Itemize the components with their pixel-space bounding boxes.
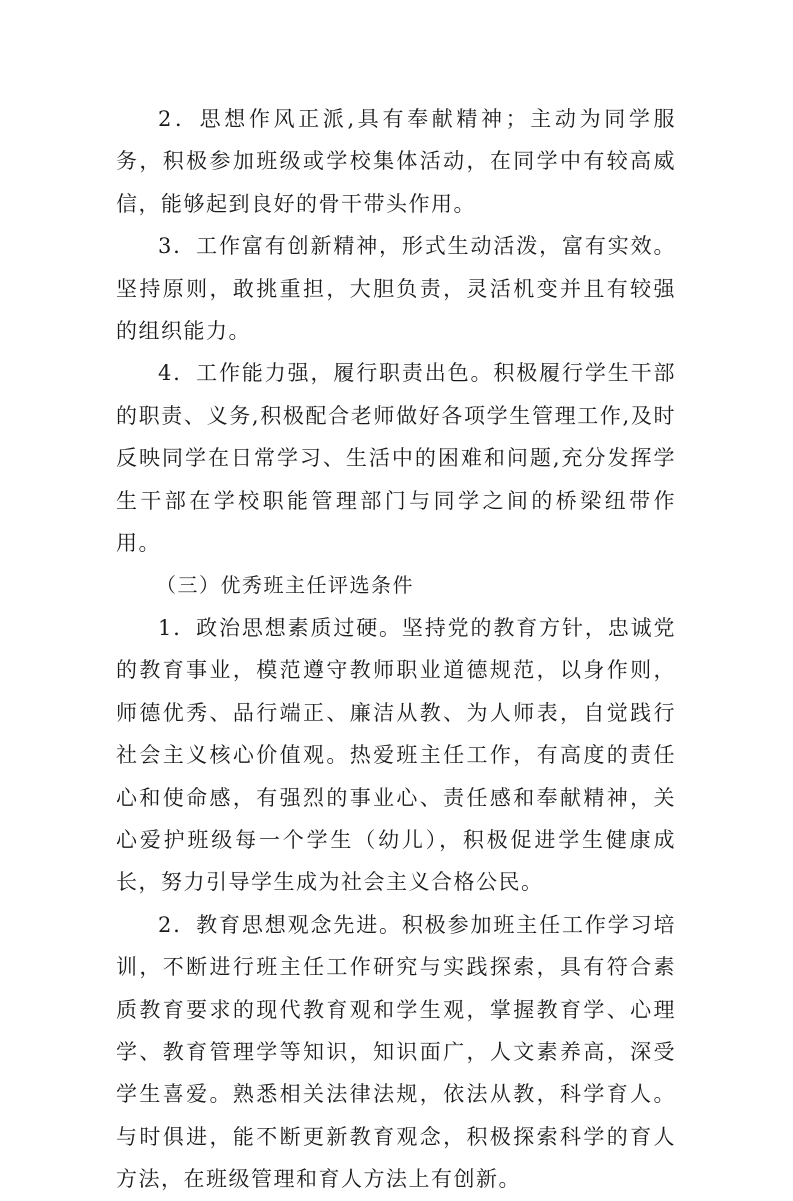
paragraph-student-cadre-2: 2．思想作风正派,具有奉献精神；主动为同学服务，积极参加班级或学校集体活动，在同学中有较高威信，能够起到良好的骨干带头作用。 [116, 107, 676, 216]
paragraph-teacher-1: 1．政治思想素质过硬。坚持党的教育方针，忠诚党的教育事业，模范遵守教师职业道德规范，以身作则，师德优秀、品行端正、廉洁从教、为人师表，自觉践行社会主义核心价值观。热爱班主任工作，有高度的责任心和使命感，有强烈的事业心、责任感和奉献精神，关心爱护班级每一个学生（幼儿），积极促进学生健康成长，努力引导学生成为社会主义合格公民。 [116, 615, 676, 895]
paragraph-student-cadre-4: 4．工作能力强，履行职责出色。积极履行学生干部的职责、义务,积极配合老师做好各项学生管理工作,及时反映同学在日常学习、生活中的困难和问题,充分发挥学生干部在学校职能管理部门与同学之间的桥梁纽带作用。 [116, 361, 676, 556]
section-heading-teacher-criteria: （三）优秀班主任评选条件 [156, 573, 414, 598]
paragraph-teacher-2: 2．教育思想观念先进。积极参加班主任工作学习培训，不断进行班主任工作研究与实践探索，具有符合素质教育要求的现代教育观和学生观，掌握教育学、心理学、教育管理学等知识，知识面广，人文素养高，深受学生喜爱。熟悉相关法律法规，依法从教，科学育人。与时俱进，能不断更新教育观念，积极探索科学的育人方法，在班级管理和育人方法上有创新。 [116, 912, 676, 1192]
document-body [116, 98, 676, 1201]
paragraph-student-cadre-3: 3．工作富有创新精神，形式生动活泼，富有实效。坚持原则，敢挑重担，大胆负责，灵活机变并且有较强的组织能力。 [116, 234, 676, 344]
